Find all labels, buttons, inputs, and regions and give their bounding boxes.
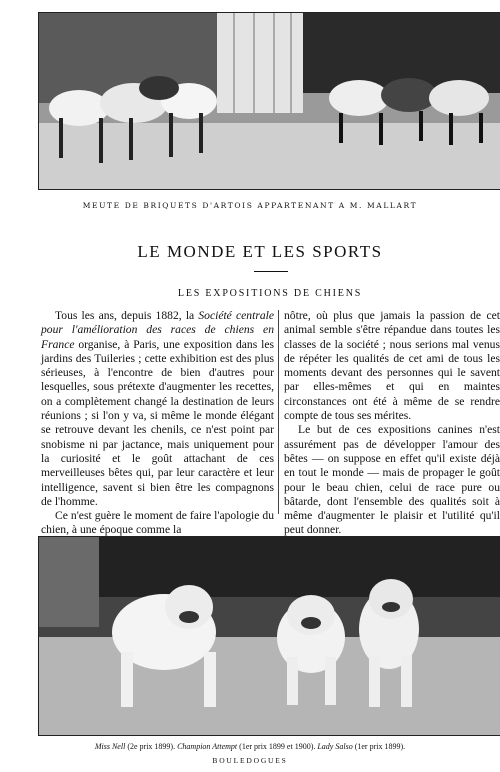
dog-name-2: Champion Attempt [177,742,238,751]
hounds-photo [38,12,500,190]
dog-prize-2: (1er prix 1899 et 1900). [237,742,318,751]
right-column [284,309,500,552]
section-title: LE MONDE ET LES SPORTS [137,242,383,261]
right-paragraph-2: Le but de ces expositions canines n'est assurément pas de développer l'amour des bêtes — on suppose en effet qu'il existe déjà en tout le monde — mais de propager le goût pour le beau chien, celui de race pure ou bâtarde, dont l'ensemble des qualités soit à même d'augmenter le plaisir et l'utilité qu'il peut donner. [284,423,500,537]
left-column [41,309,274,538]
column-divider [278,310,279,514]
dog-name-3: Lady Salso [317,742,353,751]
bulldogs-illustration [39,537,500,735]
left-p1-rest: organise, à Paris, une exposition dans les jardins des Tuileries ; cette exhibition est des plus sérieuses, à l'encontre de bien d'autres pour lesquelles, sous prétexte d'augmenter les recettes, on a complètement changé la destination de leurs réunions ; si l'on y va, si même le monde élégant se retrouve devant les chenils, ce n'est point par snobisme ni par jactance, mais uniquement pour la curiosité et le goût attachant de ces merveilleuses bêtes qui, par leur caractère et leur intelligence, savent si bien être les compagnons de l'homme. [41,337,274,508]
title-rule [254,271,288,272]
left-paragraph-1 [41,309,274,509]
dog-name-1: Miss Nell [94,742,126,751]
left-paragraph-2: Ce n'est guère le moment de faire l'apologie du chien, à une époque comme la [41,509,274,537]
bulldogs-caption [0,742,500,751]
dog-prize-3: (1er prix 1899). [352,742,406,751]
right-paragraph-1: nôtre, où plus que jamais la passion de cet animal semble s'être répandue dans toutes les classes de la société ; nous serions mal venus de répéter les qualités de cet ami de tous les moments devant des personnes qui le savent par elles-mêmes et qui en maintes circonstances ont été à même de se rendre compte de tous ses mérites. [284,309,500,423]
bulldogs-photo [38,536,500,736]
bulldogs-subcaption: BOULEDOGUES [212,756,288,765]
article-title: LES EXPOSITIONS DE CHIENS [177,288,363,299]
dog-prize-1: (2e prix 1899). [125,742,178,751]
left-p1-lead: Tous les ans, depuis 1882, la [55,309,199,322]
society-name: Société centrale pour l'amélioration des races de chiens en France [41,309,274,351]
hounds-caption: MEUTE DE BRIQUETS D'ARTOIS APPARTENANT A M. MALLART [82,201,418,210]
hounds-illustration [39,13,500,189]
